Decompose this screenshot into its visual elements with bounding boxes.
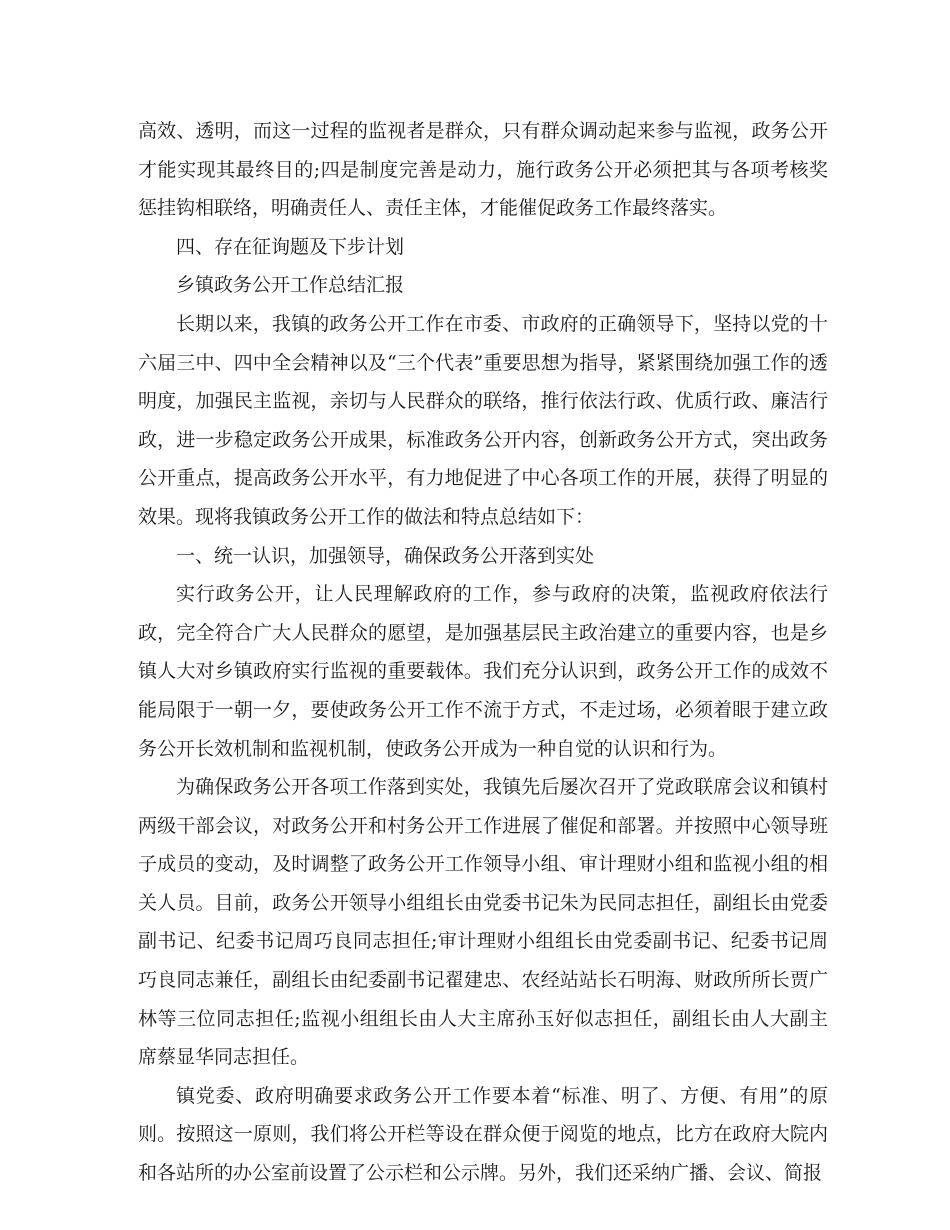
paragraph-implementation: 实行政务公开，让人民理解政府的工作，参与政府的决策，监视政府依法行政，完全符合广大人民群众的愿望，是加强基层民主政治建立的重要内容，也是乡镇人大对乡镇政府实行监视的重要载体。我们充分认识到，政务公开工作的成效不能局限于一朝一夕，要使政务公开工作不流于方式，不走过场，必须着眼于建立政务公开长效机制和监视机制，使政务公开成为一种自觉的认识和行为。 bbox=[138, 583, 828, 760]
document-title: 乡镇政务公开工作总结汇报 bbox=[176, 274, 405, 297]
paragraph-continued: 高效、透明，而这一过程的监视者是群众，只有群众调动起来参与监视，政务公开才能实现其最终目的;四是制度完善是动力，施行政务公开必须把其与各项考核奖惩挂钩相联络，明确责任人、责任主体，才能催促政务工作最终落实。 bbox=[138, 120, 828, 220]
paragraph-leadership-groups: 为确保政务公开各项工作落到实处，我镇先后屡次召开了党政联席会议和镇村两级干部会议，对政务公开和村务公开工作进展了催促和部署。并按照中心领导班子成员的变动，及时调整了政务公开工作领导小组、审计理财小组和监视小组的相关人员。目前，政务公开领导小组组长由党委书记朱为民同志担任，副组长由党委副书记、纪委书记周巧良同志担任;审计理财小组组长由党委副书记、纪委书记周巧良同志兼任，副组长由纪委副书记翟建忠、农经站站长石明海、财政所所长贾广林等三位同志担任;监视小组组长由人大主席孙玉好似志担任，副组长由人大副主席蔡显华同志担任。 bbox=[138, 776, 828, 1069]
document-body bbox=[138, 112, 828, 1193]
paragraph-intro: 长期以来，我镇的政务公开工作在市委、市政府的正确领导下，坚持以党的十六届三中、四中全会精神以及“三个代表”重要思想为指导，紧紧围绕加强工作的透明度，加强民主监视，亲切与人民群众的联络，推行依法行政、优质行政、廉洁行政，进一步稳定政务公开成果，标准政务公开内容，创新政务公开方式，突出政务公开重点，提高政务公开水平，有力地促进了中心各项工作的开展，获得了明显的效果。现将我镇政务公开工作的做法和特点总结如下： bbox=[138, 312, 828, 528]
section-heading-unify-understanding: 一、统一认识，加强领导，确保政务公开落到实处 bbox=[176, 544, 595, 567]
paragraph-principles: 镇党委、政府明确要求政务公开工作要本着“标准、明了、方便、有用”的原则。按照这一原则，我们将公开栏等设在群众便于阅览的地点，比方在政府大院内和各站所的办公室前设置了公示栏和公示牌。另外，我们还采纳广播、会议、简报 bbox=[138, 1084, 828, 1185]
section-heading-issues-and-plan: 四、存在征询题及下步计划 bbox=[176, 235, 405, 258]
